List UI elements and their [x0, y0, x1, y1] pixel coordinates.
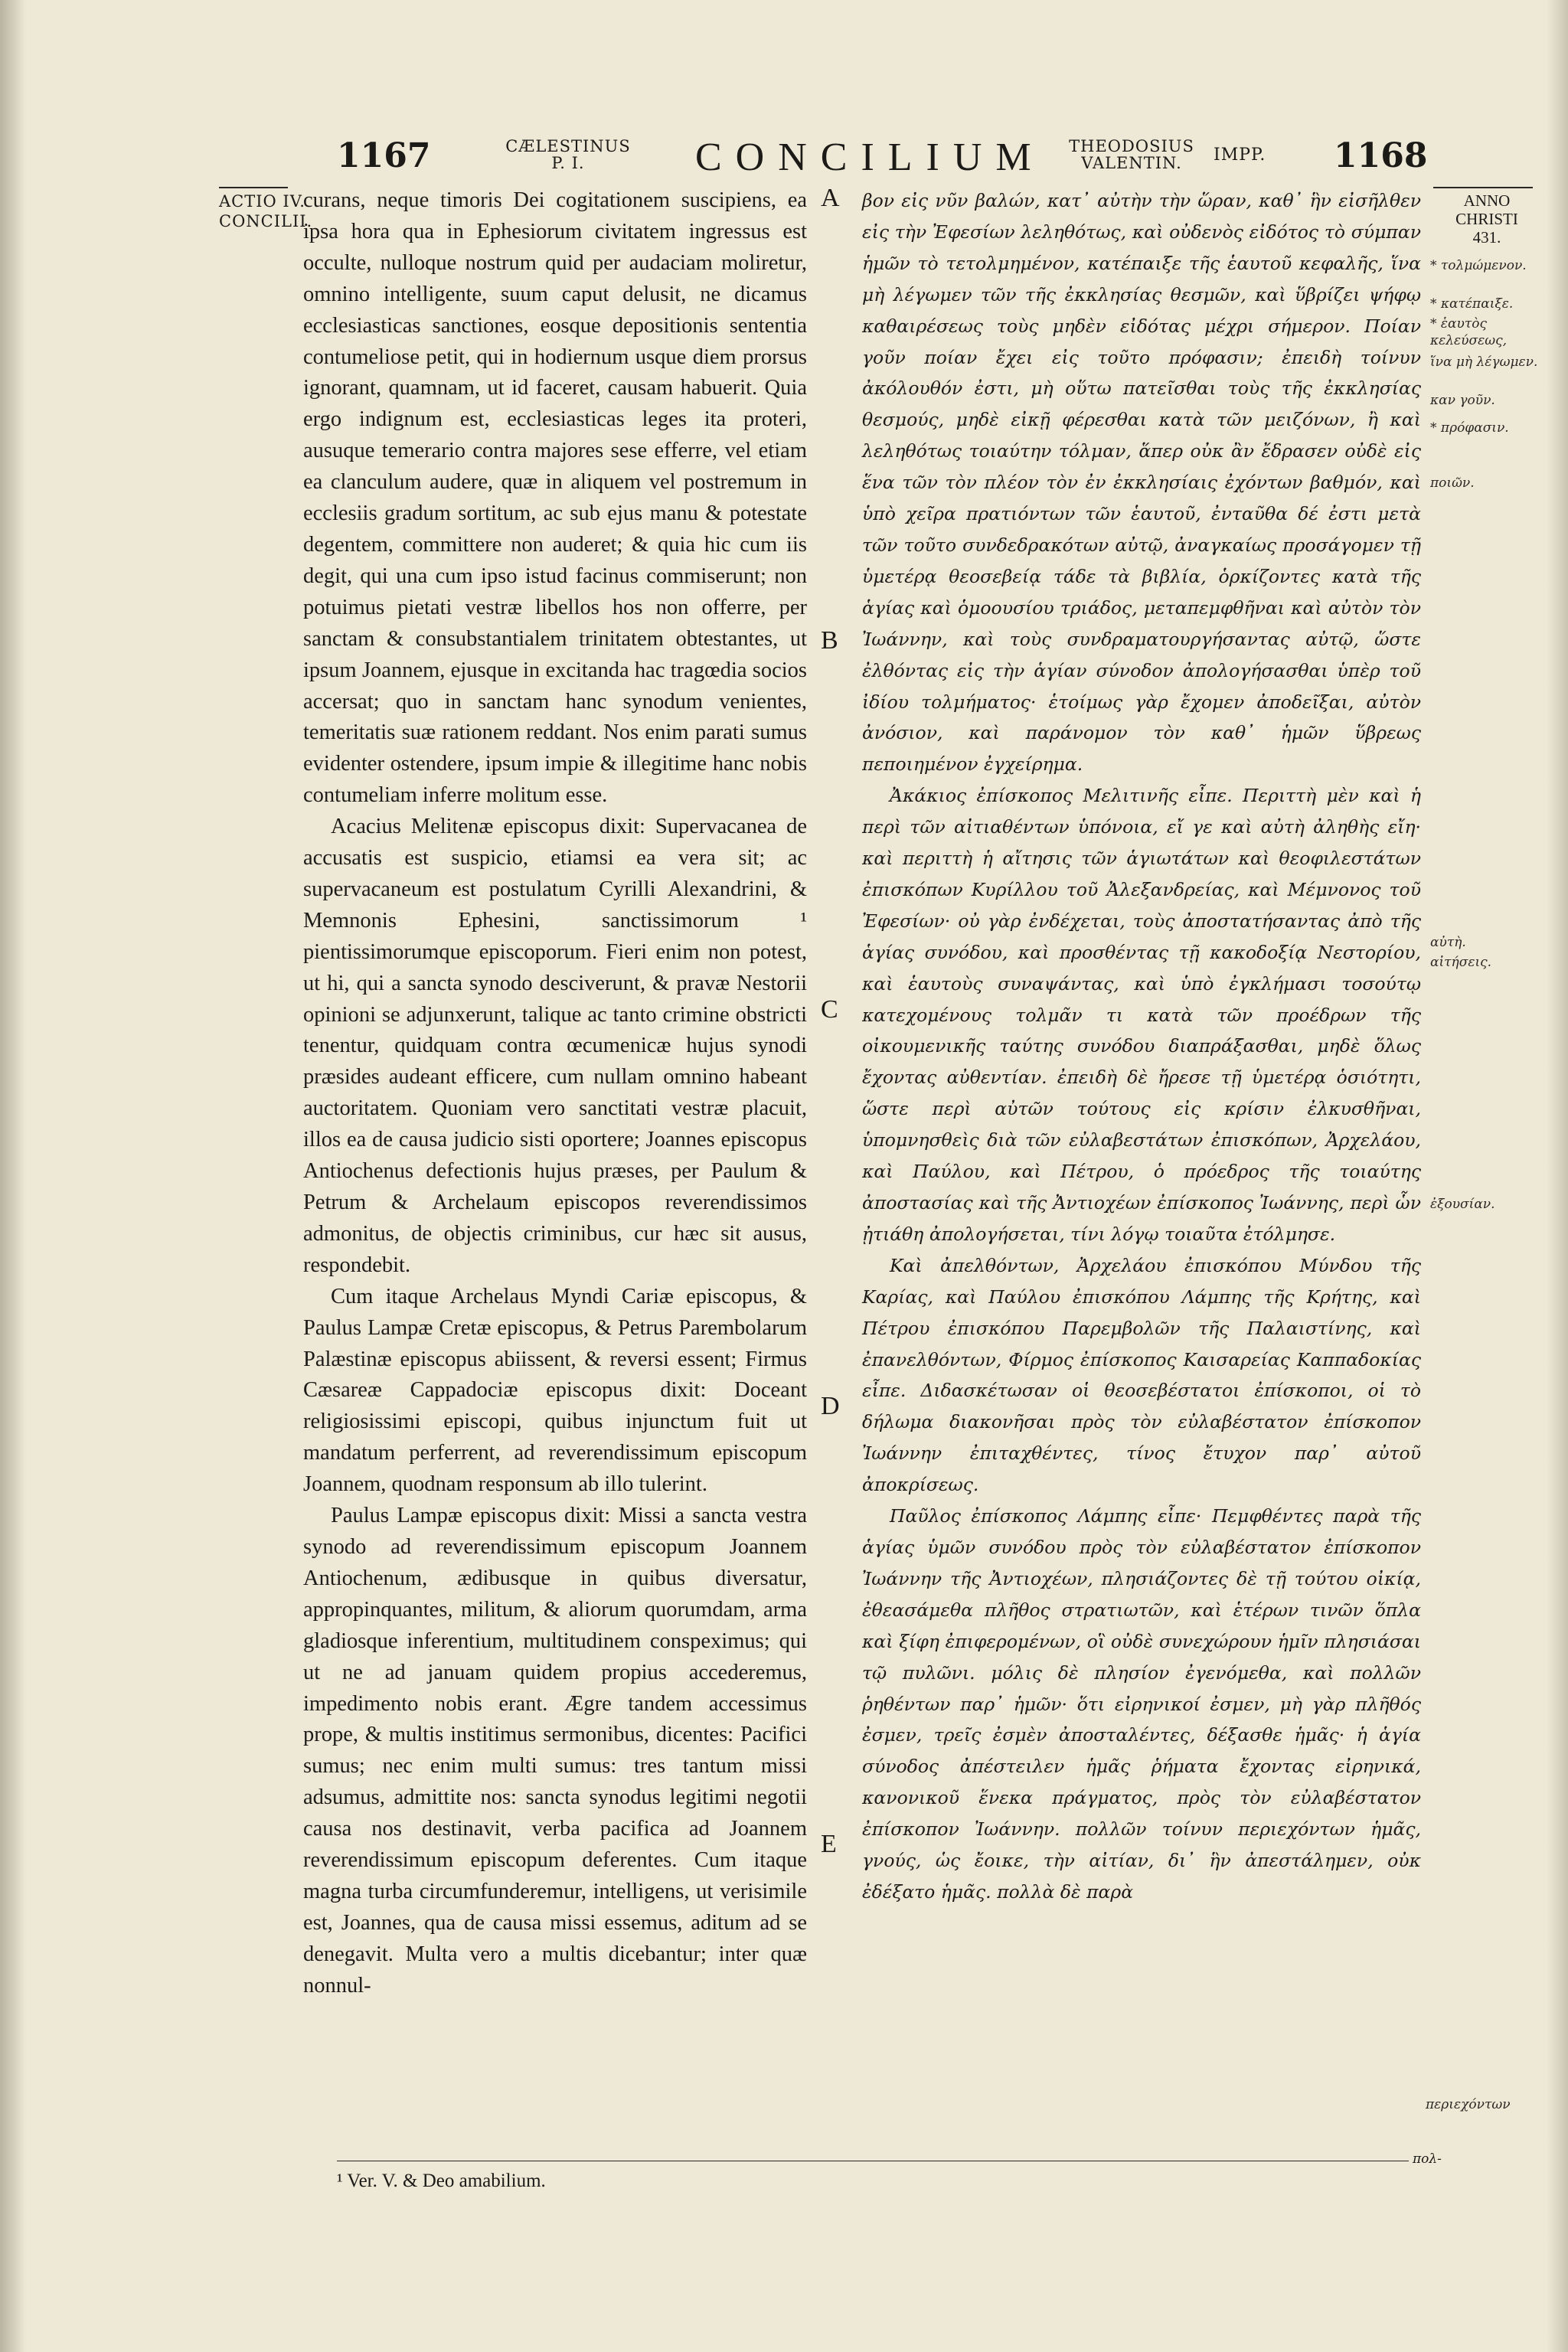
- anno-line2: CHRISTI: [1455, 210, 1518, 228]
- section-letter-c: C: [821, 995, 838, 1024]
- margin-note: * πρόφασιν.: [1430, 420, 1509, 436]
- margin-note: ἐξουσίαν.: [1430, 1197, 1495, 1212]
- latin-paragraph: Cum itaque Archelaus Myndi Cariæ episcopus, & Paulus Lampæ Cretæ episcopus, & Petrus Parembolarum Palæstinæ episcopus abiissent, & reversi essent; Firmus Cæsareæ Cappadociæ episcopus dixit: Doceant religiosissimi episcopi, quibus injunctum fuit ut mandatum perferrent, ad reverendissimum episcopum Joannem, quodnam responsum ab illo tulerint.: [303, 1284, 807, 1497]
- margin-note: αὐτὴ.: [1430, 935, 1466, 950]
- margin-note: περιεχόντων: [1426, 2097, 1511, 2112]
- section-letter-d: D: [821, 1392, 840, 1420]
- anno-christi: [1433, 191, 1540, 247]
- right-header-line1: THEODOSIUS: [1069, 137, 1194, 155]
- margin-note: αἰτήσεις.: [1430, 955, 1492, 970]
- latin-paragraph: Acacius Melitenæ episcopus dixit: Supervacanea de accusatis est suspicio, etiamsi ea vera sit; ac supervacaneum est postulatum Cyrilli Alexandrini, & Memnonis Ephesini, sanctissimorum ¹ pientissimorumque episcoporum. Fieri enim non potest, ut hi, qui a sancta synodo desciverunt, & pravæ Nestorii opinioni se adjunxerunt, talique ac tanto crimine obstricti tenentur, quidquam contra œcumenicæ hujus synodi præsides audeant efficere, cum nullam omnino habeant auctoritatem. Quoniam vero sanctitati vestræ placuit, illos ea de causa judicio sisti oportere; Joannes episcopus Antiochenus defectionis hujus præses, per Paulum & Petrum & Archelaum episcopos reverendissimos admonitus, de objectis criminibus, cur hæc sit ausus, respondebit.: [303, 815, 807, 1277]
- margin-note: ποιῶν.: [1430, 475, 1475, 491]
- margin-note: * ἑαυτὸς κελεύσεως,: [1430, 316, 1508, 348]
- greek-paragraph: βον εἰς νῦν βαλών, κατ᾽ αὐτὴν τὴν ὥραν, καθ᾽ ἣν εἰσῆλθεν εἰς τὴν Ἐφεσίων λεληθότως, καὶ οὐδενὸς εἰδότος τὸ σύμπαν ἡμῶν τὸ τετολμημένον, κατέπαιξε τῆς ἑαυτοῦ κεφαλῆς, ἵνα μὴ λέγωμεν τῶν τῆς ἐκκλησίας θεσμῶν, καὶ ὕβρίζει ψήφῳ καθαιρέσεως τοὺς μηδὲν εἰδότας μέχρι σήμερον. Ποίαν γοῦν ποίαν ἔχει εἰς τοῦτο πρόφασιν; ἐπειδὴ τοίνυν ἀκόλουθόν ἐστι, μὴ οὕτω πατεῖσθαι τοὺς τῆς ἐκκλησίας θεσμούς, μηδὲ εἰκῇ φέρεσθαι κατὰ τῶν μειζόνων, ἢ καὶ λεληθότως τοιαύτην τόλμαν, ἅπερ οὐκ ἂν ἔδρασεν οὐδὲ εἰς ἕνα τῶν τὸν πλέον τὸν ἐν ἐκκλησίαις ἐχόντων βαθμόν, καὶ ὑπὸ χεῖρα πρατιόντων τῶν ἑαυτοῦ, ἐνταῦθα δέ ἐστι μετὰ τῶν τοῦτο συνδεδρακότων αὐτῷ, ἀναγκαίως προσάγομεν τῇ ὑμετέρᾳ θεοσεβείᾳ τάδε τὰ βιβλία, ὁρκίζοντες κατὰ τῆς ἁγίας καὶ ὁμοουσίου τριάδος, μεταπεμφθῆναι καὶ αὐτὸν τὸν Ἰωάννην, καὶ τοὺς συνδραματουργήσαντας αὐτῷ, ὥστε ἐλθόντας εἰς τὴν ἁγίαν σύνοδον ἀπολογήσασθαι ὑπὲρ τοῦ ἰδίου τολμήματος· ἑτοίμως γὰρ ἔχομεν ἀποδεῖξαι, αὐτὸν ἀνόσιον, καὶ παράνομον τὸν καθ᾽ ἡμῶν ὕβρεως πεποιημένον ἐγχείρημα.: [862, 190, 1421, 776]
- right-header-line2: VALENTIN.: [1081, 154, 1182, 172]
- greek-paragraph: Καὶ ἀπελθόντων, Ἀρχελάου ἐπισκόπου Μύνδου τῆς Καρίας, καὶ Παύλου ἐπισκόπου Λάμπης τῆς Κρήτης, καὶ Πέτρου ἐπισκόπου Παρεμβολῶν τῆς Παλαιστίνης, καὶ ἐπανελθόντων, Φίρμος ἐπίσκοπος Καισαρείας Καππαδοκίας εἶπε. Διδασκέτωσαν οἱ θεοσεβέστατοι ἐπίσκοποι, οἱ τὸ δήλωμα διακονῆσαι πρὸς τὸν εὐλαβέστατον ἐπίσκοπον Ἰωάννην ἐπιταχθέντες, τίνος ἔτυχον παρ᾽ αὐτοῦ ἀποκρίσεως.: [862, 1254, 1421, 1496]
- left-header-line2: P. I.: [551, 154, 585, 172]
- left-header-line1: CÆLESTINUS: [505, 137, 631, 155]
- left-page-number: 1167: [337, 136, 431, 175]
- footnote: ¹ Ver. V. & Deo amabilium.: [337, 2171, 546, 2191]
- right-header-suffix: IMPP.: [1214, 145, 1266, 165]
- greek-column: [862, 185, 1421, 1908]
- left-header-pope: [492, 138, 645, 184]
- anno-rule: [1433, 187, 1533, 188]
- right-header-emperors: [1055, 138, 1208, 184]
- anno-line3: 431.: [1472, 228, 1501, 247]
- actio-label: [219, 191, 312, 231]
- page-edge-right: [1547, 0, 1568, 2352]
- latin-column: [303, 185, 807, 2002]
- latin-paragraph: Paulus Lampæ episcopus dixit: Missi a sancta vestra synodo ad reverendissimum episcopum Joannem Antiochenum, ædibusque in quibus diversatur, appropinquantes, militum, & aliorum quorumdam, arma gladiosque inferentium, multitudinem conspeximus; qui ut ne ad januam quidem propius accederemus, impedimento nobis erant. Ægre tandem accessimus prope, & multis institimus sermonibus, dicentes: Pacifici sumus; nec enim multi sumus: tres tantum missi adsumus, admittite nos: sancta synodus legitimi negotii causa nos destinavit, verba pacifica ad Joannem reverendissimum episcopum deferentes. Cum itaque magna turba circumfunderemur, intelligens, ut verisimile est, Joannes, qua de causa missi essemus, aditum ad se denegavit. Multa vero a multis dicebantur; inter quæ nonnul-: [303, 1504, 807, 1998]
- greek-paragraph: Παῦλος ἐπίσκοπος Λάμπης εἶπε· Πεμφθέντες παρὰ τῆς ἁγίας ὑμῶν συνόδου πρὸς τὸν εὐλαβέστατον ἐπίσκοπον Ἰωάννην τῆς Ἀντιοχέων, πλησιάζοντες δὲ τῇ τούτου οἰκίᾳ, ἐθεασάμεθα πλῆθος στρατιωτῶν, καὶ ἑτέρων τινῶν ὅπλα καὶ ξίφη ἐπιφερομένων, οἳ οὐδὲ συνεχώρουν ἡμῖν πλησιάσαι τῷ πυλῶνι. μόλις δὲ πλησίον ἐγενόμεθα, καὶ πολλῶν ῥηθέντων παρ᾽ ἡμῶν· ὅτι εἰρηνικοί ἐσμεν, μὴ γὰρ πλῆθός ἐσμεν, τρεῖς ἐσμὲν ἀποσταλέντες, δέξασθε ἡμᾶς· ἡ ἁγία σύνοδος ἀπέστειλεν ἡμᾶς ῥήματα ἔχοντας εἰρηνικά, κανονικοῦ ἕνεκα πράγματος, πρὸς τὸν εὐλαβέστατον ἐπίσκοπον Ἰωάννην. πολλῶν τοίνυν περιεχόντων ἡμᾶς, γνούς, ὡς ἔοικε, τὴν αἰτίαν, δι᾽ ἣν ἀπεστάλημεν, οὐκ ἐδέξατο ἡμᾶς. πολλὰ δὲ παρὰ: [862, 1505, 1421, 1903]
- actio-label-line2: CONCILII.: [219, 212, 313, 230]
- page-title: CONCILIUM: [695, 136, 1045, 179]
- section-letter-a: A: [821, 184, 840, 212]
- latin-paragraph: curans, neque timoris Dei cogitationem suscipiens, ea ipsa hora qua in Ephesiorum civitatem ingressus est occulte, nulloque nostrum quid per audaciam moliretur, omnino intelligente, suum caput delusit, ne dicamus ecclesiasticas sanctiones, eosque depositionis sententia contumeliose petit, qui in hodiernum usque diem prorsus ignorant, quamnam, ut id faceret, causam habuerit. Quia ergo indignum est, ecclesiasticas leges ita proteri, ausuque temerario contra majores sese efferre, vel etiam ea clanculum audere, quæ in aliquem vel postremum in ecclesiis gradum sortitum, ac sub ejus manu & potestate degentem, committere non auderet; & quia hic cum iis degit, qui una cum ipso istud facinus commiserunt; non potuimus pietati vestræ libellos hos non offerre, per sanctam & consubstantialem trinitatem obtestantes, ut ipsum Joannem, ejusque in excitanda hac tragœdia socios accersat; quo in sanctam hanc synodum venientes, temeritatis suæ rationem reddant. Nos enim parati sumus evidenter ostendere, ipsum impie & illegitime hanc nobis contumeliam inferre molitum esse.: [303, 188, 807, 808]
- margin-rule: [219, 187, 288, 188]
- greek-paragraph: Ἀκάκιος ἐπίσκοπος Μελιτινῆς εἶπε. Περιττὴ μὲν καὶ ἡ περὶ τῶν αἰτιαθέντων ὑπόνοια, εἴ γε καὶ αὐτὴ ἀληθὴς εἴη· καὶ περιττὴ ἡ αἴτησις τῶν ἁγιωτάτων καὶ θεοφιλεστάτων ἐπισκόπων Κυρίλλου τοῦ Ἀλεξανδρείας, καὶ Μέμνονος τοῦ Ἐφεσίων· οὐ γὰρ ἐνδέχεται, τοὺς ἀποστατήσαντας ἀπὸ τῆς ἁγίας συνόδου, καὶ προσθέντας τῇ κακοδοξίᾳ Νεστορίου, καὶ ἑαυτοὺς συναψάντας, καὶ ὑπὸ ἐγκλήμασι τοσούτῳ κατεχομένους τολμᾶν τι κατὰ τῶν προέδρων τῆς οἰκουμενικῆς ταύτης συνόδου διαπράξασθαι, μηδὲ ὅλως ἔχοντας αὐθεντίαν. ἐπειδὴ δὲ ἤρεσε τῇ ὑμετέρᾳ ὁσιότητι, ὥστε περὶ αὐτῶν τούτους εἰς κρίσιν ἐλκυσθῆναι, ὑπομνησθεὶς διὰ τῶν εὐλαβεστάτων ἐπισκόπων, Ἀρχελάου, καὶ Παύλου, καὶ Πέτρου, ὁ πρόεδρος τῆς τοιαύτης ἀποστασίας καὶ τῆς Ἀντιοχέων ἐπίσκοπος Ἰωάννης, περὶ ὧν ᾐτιάθη ἀπολογήσεται, τίνι λόγῳ τοιαῦτα ἐτόλμησε.: [862, 785, 1421, 1245]
- margin-note: ἵνα μὴ λέγωμεν.: [1430, 354, 1538, 370]
- page-edge-left: [0, 0, 26, 2352]
- section-letter-e: E: [821, 1830, 837, 1858]
- actio-label-line1: ACTIO IV.: [219, 192, 305, 211]
- anno-line1: ANNO: [1463, 191, 1511, 210]
- margin-note: * κατέπαιξε.: [1430, 296, 1514, 312]
- section-letter-b: B: [821, 626, 838, 655]
- margin-note: * τολμώμενον.: [1430, 258, 1527, 273]
- right-page-number: 1168: [1334, 136, 1428, 175]
- catchword: πολ-: [1413, 2151, 1442, 2167]
- margin-note: καν γοῦν.: [1430, 393, 1495, 408]
